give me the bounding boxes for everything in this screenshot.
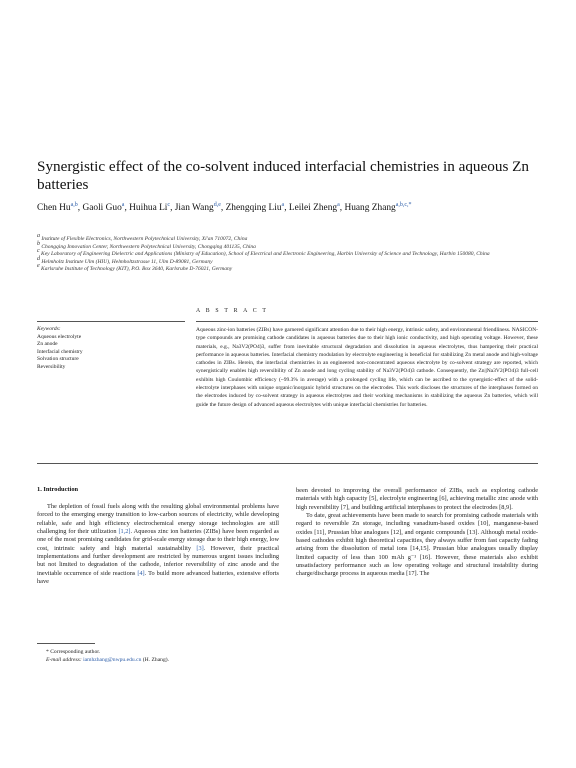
email-link[interactable]: iamhzhang@nwpu.edu.cn [83,657,142,663]
section-heading-introduction: 1. Introduction [37,486,79,493]
affiliation-marker: c [37,248,40,255]
author-affiliation-marker[interactable]: c [167,201,171,208]
paragraph-text: . To build more advanced batteries, extensive efforts have [37,569,279,586]
footnote [46,648,346,664]
intro-left-column [37,503,279,586]
affiliation-marker: d [37,255,40,262]
corresponding-author-note: Corresponding author. [50,649,101,655]
author-affiliation-marker[interactable]: a,b,c,* [395,201,412,208]
citation-link[interactable]: [4] [137,569,145,577]
divider [196,321,538,322]
paragraph [37,503,279,586]
intro-right-column [296,487,538,579]
affiliation-marker: a [37,233,40,240]
author-name: Leilei Zheng [288,203,338,213]
author-name: Zhengqing Liu [225,203,282,213]
author-affiliation-marker[interactable]: a [337,201,340,208]
affiliation [37,263,537,274]
affiliation-text: Helmholtz Institute Ulm (HIU), Helmholtzstrasse 11, Ulm D-89081, Germany [41,258,213,265]
author-name: Jian Wang [174,203,214,213]
affiliation-text: Chongqing Innovation Center, Northwestern Polytechnical University, Chongqing 401135, China [41,243,256,250]
author-list: Chen Hu$^{a,b}$, Gaoli Guo$^a$, Huihua Li$^c$, Jian Wang$^{d,e}$, Zhengqing Liu$^a$, Leilei Zheng$^a$, Huang Zhang$^{a,b,c,*}$ [37,201,412,213]
footnote-marker: * [46,649,49,655]
divider [37,463,538,464]
citation-link[interactable]: [3] [196,544,204,552]
keywords-heading: Keywords: [37,326,61,332]
keyword: Interfacial chemistry [37,348,83,355]
affiliation [37,248,537,259]
paragraph: been devoted to improving the overall performance of ZIBs, such as exploring cathode materials with high capacity [5], electrolyte engineering [6], achieving metallic zinc anode with high reversibility [7], and building artificial interphases to protect the electrodes [8,9]. [296,487,538,511]
abstract-text: Aqueous zinc-ion batteries (ZIBs) have garnered significant attention due to their high energy, intrinsic safety, and environmental friendliness. NASICON-type compounds are promising cathode candidates in aqueous batteries due to their high ionic conductivity, and high operating voltage. However, these materials, e.g., Na3V2(PO4)3, suffer from inevitable structural degradation and dissolution in aqueous electrolytes, thus hampering their practical performance in aqueous batteries. Interfacial chemistry modulation by electrolyte engineering is beneficial for stabilizing Zn metal anode and high-voltage cathodes in ZIBs. Herein, the interfacial chemistries in an engineered non-concentrated aqueous electrolyte by co-solvent strategy are reported, which synergistically enables high reversibility of Zn anode and long cycling stability of Na3V2(PO4)3 cathode. Consequently, the Zn||Na3V2(PO4)3 full-cell exhibits high Coulombic efficiency (~99.3% in average) with a prolonged cycling life, which can be ascribed to the synergistic-effect of the solid-electrolyte interphases with unique organic/inorganic hybrid structures on the electrodes. This work discloses the structures of the interphases formed on the electrodes induced by co-solvent strategy in aqueous electrolytes and their working mechanisms in stabilizing the aqueous Zn batteries, which will guide the future design of advanced aqueous electrolytes with unique interfacial chemistries for batteries. [196,327,538,408]
email-owner: (H. Zhang). [142,657,170,663]
affiliation [37,233,537,244]
paragraph-text: . Aqueous zinc ion batteries (ZIBs) have been regarded as one of the most promising candidates for grid-scale energy storage due to their high energy, low cost, intrinsic safety and high material sustainability [37,528,279,552]
author-affiliation-marker[interactable]: a,b [70,201,78,208]
citation-link[interactable]: [1,2] [118,528,131,536]
keyword: Aqueous electrolyte [37,333,82,340]
affiliation-text: Institute of Flexible Electronics, Northwestern Polytechnical University, Xi'an 710072, China [41,236,248,242]
divider [37,321,185,322]
paragraph: To date, great achievements have been made to search for promising cathode materials with regard to reversible Zn storage, including vanadium-based oxides [10], manganese-based oxides [11], Prussian blue analogues [12], and organic compounds [13]. Although metal oxide-based cathodes exhibit high theoretical capacities, they always suffer from fast capacity fading arising from the dissolution of metal ions [14,15]. Prussian blue analogues usually display limited capacity of less than 100 mAh g⁻¹ [16]. However, these materials also exhibit unsatisfactory performance such as low operating voltage and structural instability during charge/discharge process in aqueous media [17]. The [296,512,538,578]
author-affiliation-marker[interactable]: d,e [213,201,221,208]
keyword: Zn anode [37,341,58,348]
author-affiliation-marker[interactable]: a [121,201,125,208]
keywords-block [37,326,177,372]
paragraph-text: . However, their practical implementations and further development are restricted by numerous urgent issues including but not limited to degradation of the cathode, inferior reversibility of zinc anode and the inevitable occurrence of side reactions [37,544,279,577]
author-name: Chen Hu [37,203,71,213]
author-name: Huang Zhang [344,203,396,213]
affiliation-marker: e [37,263,40,270]
affiliations [37,233,537,274]
author-name: Gaoli Guo [82,203,122,213]
keyword: Solvation structure [37,356,79,363]
affiliation-marker: b [37,240,40,247]
email-label: E-mail address: [46,657,82,663]
affiliation-text: Key Laboratory of Engineering Dielectric and Applications (Ministry of Education), School of Electrical and Electronic Engineering, Harbin University of Science and Technology, Harbin 150080, China [41,251,490,258]
affiliation-text: Karlsruhe Institute of Technology (KIT), P.O. Box 3640, Karlsruhe D-76021, Germany [41,266,233,273]
footnote-divider [37,643,95,644]
paragraph-text: The depletion of fossil fuels along with the resulting global environmental problems have forced to the emerging energy transition to low-carbon sources of electricity, while developing reliable, safe and high efficiency electrochemical energy storage technologies are still challenging for their utilization [37,503,279,536]
keyword: Reversibility [37,363,66,370]
author-name: Huihua Li [129,203,168,213]
author-affiliation-marker[interactable]: a [281,201,285,208]
paper-title: Synergistic effect of the co-solvent induced interfacial chemistries in aqueous Zn batteries [37,158,530,193]
abstract-heading: A B S T R A C T [196,308,269,314]
